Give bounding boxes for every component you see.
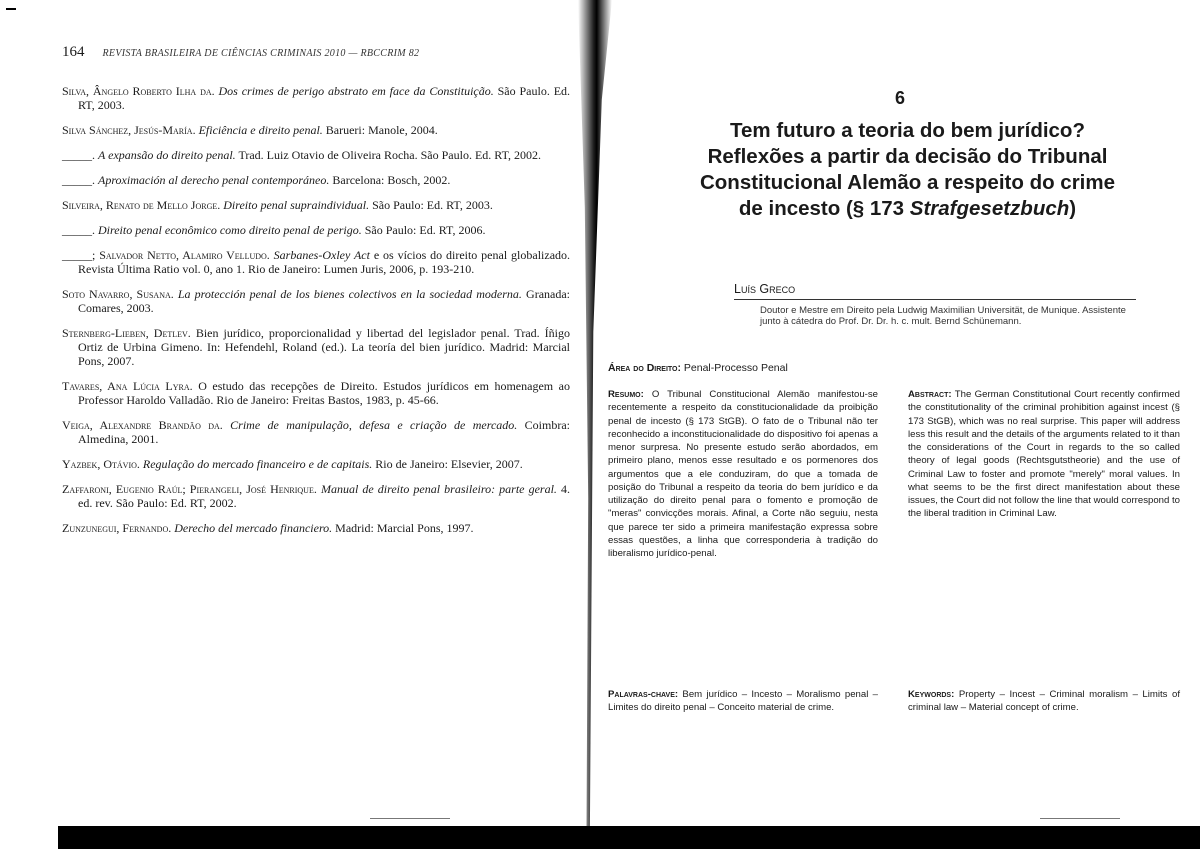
resumo-label: Resumo: [608, 389, 644, 400]
reference-item: _____. Direito penal econômico como direito penal de perigo. São Paulo: Ed. RT, 2006. [62, 223, 486, 237]
footer-rule [1040, 818, 1120, 819]
reference-item: Yazbek, Otávio. Regulação do mercado financeiro e de capitais. Rio de Janeiro: Elsevier, 2007. [62, 457, 523, 471]
abstract-label: Abstract: [908, 389, 952, 400]
palavras-chave: Palavras-chave: Bem jurídico – Incesto – Moralismo penal – Limites do direito penal – Conceito material de crime. [608, 689, 878, 714]
reference-item: Zunzunegui, Fernando. Derecho del mercado financiero. Madrid: Marcial Pons, 1997. [62, 521, 474, 535]
author-affiliation: Doutor e Mestre em Direito pela Ludwig Maximilian Universität, de Munique. Assistente junto à cátedra do Prof. Dr. Dr. h. c. mult. Bernd Schünemann. [760, 305, 1126, 327]
running-head: REVISTA BRASILEIRA DE CIÊNCIAS CRIMINAIS 2010 — RBCCRIM 82 [102, 48, 420, 59]
keywords: Keywords: Property – Incest – Criminal moralism – Limits of criminal law – Material concept of crime. [908, 689, 1181, 714]
footer-rule [370, 818, 450, 819]
chapter-number: 6 [894, 88, 905, 108]
reference-item: Zaffaroni, Eugenio Raúl; Pierangeli, José Henrique. Manual de direito penal brasileiro: parte geral. 4. ed. rev. São Paulo: Ed. RT, 2002. [62, 482, 571, 510]
author-name: Luís Greco [734, 282, 796, 296]
abstract-text: The German Constitutional Court recently confirmed the constitutionality of the criminal prohibition against incest (§ 173 StGB), which was no real surprise. This paper will address less this result and the details of the arguments related to it than the considerations of the Court in regards to the so called theory of legal goods (Rechtsgutstheorie) and the use of Criminal Law to foster and promote "merely" moral values. In what seems to be the first direct manifestation about these issues, the Court did not follow the line that would correspond to the liberal tradition in Criminal Law. [908, 389, 1180, 520]
page-header [62, 44, 572, 61]
resumo-column [608, 388, 878, 560]
resumo-text: O Tribunal Constitucional Alemão manifestou-se recentemente a respeito da constitucionalidade da proibição penal de incesto (§ 173 StGB). O fato de o Tribunal não ter reconhecido a inconstitucionalidade do dispositivo foi apenas a menor surpresa. No presente estudo serão abordados, em primeiro plano, menos esse resultado e os pormenores dos argumentos que a ele conduziram, do que a tomada de posição do Tribunal a respeito da teoria do bem jurídico e da utilização do direito penal para o fomento e promoção de "meras" convicções morais. Afinal, a Corte não seguiu, nesta que parece ter sido a primeira manifestação expressa sobre essas questões, a linha que corresponderia à tradição do liberalismo jurídico-penal. [608, 389, 878, 559]
reference-item: Soto Navarro, Susana. La protección penal de los bienes colectivos en la sociedad moderna. Granada: Comares, 2003. [62, 287, 571, 315]
reference-item: Silva, Ângelo Roberto Ilha da. Dos crimes de perigo abstrato em face da Constituição. São Paulo. Ed. RT, 2003. [62, 84, 571, 112]
author-rule [734, 299, 1136, 300]
right-page [600, 0, 1200, 849]
reference-list [62, 84, 570, 546]
scan-bottom-bar [58, 826, 1200, 849]
left-page [0, 0, 590, 849]
article-title: Tem futuro a teoria do bem jurídico? Reflexões a partir da decisão do Tribunal Constitucional Alemão a respeito do crime de incesto (§ 173 Strafgesetzbuch) [699, 119, 1116, 220]
reference-item: Silva Sánchez, Jesús-María. Eficiência e direito penal. Barueri: Manole, 2004. [62, 123, 438, 137]
abstract-column [908, 388, 1180, 521]
reference-item: _____. A expansão do direito penal. Trad. Luiz Otavio de Oliveira Rocha. São Paulo. Ed. RT, 2002. [62, 148, 542, 162]
reference-item: Tavares, Ana Lúcia Lyra. O estudo das recepções de Direito. Estudos jurídicos em homenagem ao Professor Haroldo Valladão. Rio de Janeiro: Freitas Bastos, 1983, p. 45-66. [62, 379, 571, 407]
reference-item: _____; Salvador Netto, Alamiro Velludo. Sarbanes-Oxley Act e os vícios do direito penal globalizado. Revista Última Ratio vol. 0, ano 1. Rio de Janeiro: Lumen Juris, 2006, p. 193-210. [62, 248, 571, 276]
reference-item: _____. Aproximación al derecho penal contemporáneo. Barcelona: Bosch, 2002. [62, 173, 451, 187]
page-number: 164 [62, 44, 85, 60]
reference-item: Veiga, Alexandre Brandão da. Crime de manipulação, defesa e criação de mercado. Coimbra: Almedina, 2001. [62, 418, 570, 446]
reference-item: Silveira, Renato de Mello Jorge. Direito penal supraindividual. São Paulo: Ed. RT, 2003. [62, 198, 493, 212]
reference-item: Sternberg-Lieben, Detlev. Bien jurídico, proporcionalidad y libertad del legislador penal. Trad. Íñigo Ortiz de Urbina Gimeno. In: Hefendehl, Roland (ed.). La teoría del bien jurídico. Madrid: Marcial Pons, 2007. [62, 326, 571, 368]
area-of-law: Área do Direito: Penal-Processo Penal [608, 362, 788, 374]
